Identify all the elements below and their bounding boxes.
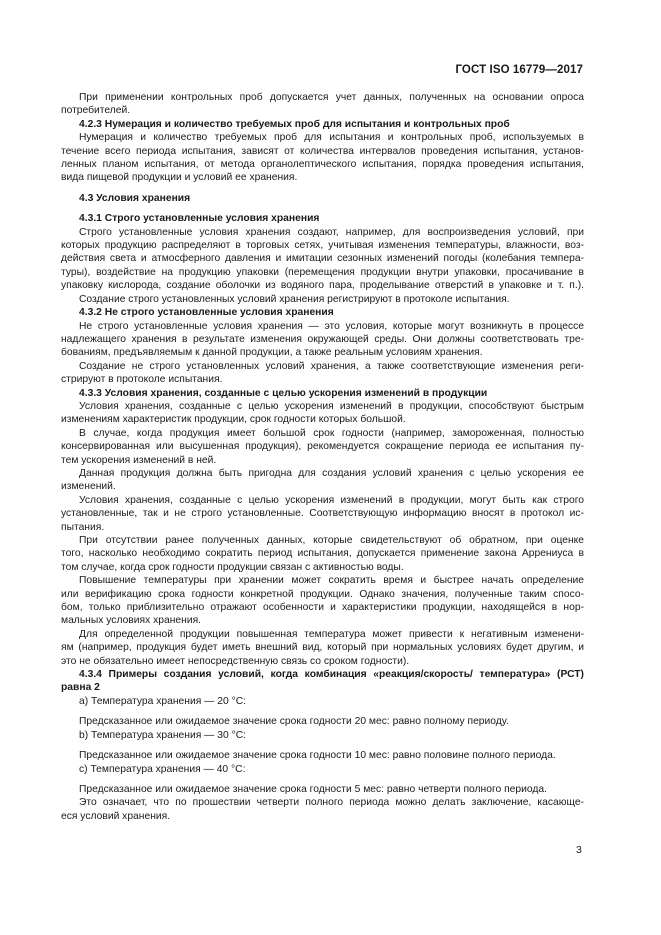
- document-body: [61, 91, 584, 823]
- text-line: мальных условиях хранения.: [61, 615, 202, 627]
- text-line: консервированная или высушенная продукция), рекомендуется сокращение периода ее испытания пу-: [61, 441, 584, 453]
- text-line: бом, только приблизительно отражают особенности и характеристики продукции, находящейся в нор-: [61, 602, 584, 614]
- text-line: надлежащего хранения в результате изменения окружающей среды. Они должны соответствовать тре-: [61, 333, 584, 345]
- text-line: которых продукцию распределяют в торговых сетях, учитывая изменения температуры, влажности, воз-: [61, 240, 584, 252]
- text-line: При применении контрольных проб допускается учет данных, полученных на основании опроса: [79, 92, 584, 103]
- text-line: Данная продукция должна быть пригодна для создания условий хранения с целью ускорения ее: [79, 467, 584, 479]
- section-heading: 4.3.4 Примеры создания условий, когда комбинация «реакция/скорость/ температура» (РСТ): [79, 669, 584, 681]
- text-line: Условия хранения, созданные с целью ускорения изменений в продукции, могут быть как строго: [79, 494, 584, 506]
- text-line: туры), воздействие на продукцию упаковки (перемещения продукции внутри упаковки, просачивание в: [61, 266, 584, 278]
- text-line: Создание не строго установленных условий хранения, а также соответствующие изменения реги-: [79, 360, 584, 372]
- text-line: вида пищевой продукции и условий ее хранения.: [61, 172, 298, 184]
- text-line: Предсказанное или ожидаемое значение срока годности 5 мес: равно четверти полного периода.: [79, 783, 547, 795]
- text-line: еся условий хранения.: [61, 810, 171, 822]
- text-line: В случае, когда продукция имеет большой срок годности (например, замороженная, полностью: [79, 427, 584, 439]
- text-line: Не строго установленные условия хранения — это условия, которые могут возникнуть в процессе: [79, 320, 584, 332]
- text-line: Предсказанное или ожидаемое значение срока годности 10 мес: равно половине полного периода.: [79, 750, 556, 762]
- text-line: Нумерация и количество требуемых проб для испытания и контрольных проб, используемых в: [79, 132, 584, 144]
- text-line: Предсказанное или ожидаемое значение срока годности 20 мес: равно полному периоду.: [79, 716, 509, 728]
- text-line: том случае, когда срок годности продукции связан с активностью воды.: [61, 561, 404, 573]
- section-heading: 4.2.3 Нумерация и количество требуемых проб для испытания и контрольных проб: [79, 118, 510, 130]
- text-line: изменений.: [61, 481, 116, 493]
- text-line: ям (например, продукция будет иметь внешний вид, который при нормальных условиях будет другим, и: [61, 642, 584, 654]
- text-line: Условия хранения, созданные с целью ускорения изменений в продукции, способствуют быстрым: [79, 400, 584, 412]
- text-line: Повышение температуры при хранении может сократить время и быстрее начать определение: [79, 575, 584, 587]
- text-line: Это означает, что по прошествии четверти полного периода можно делать заключение, касающе-: [79, 797, 584, 809]
- section-heading: 4.3.1 Строго установленные условия хранения: [79, 213, 320, 225]
- text-line: это не обязательно имеет непосредственную связь со сроком годности).: [61, 655, 410, 667]
- document-header-id: ГОСТ ISO 16779—2017: [455, 64, 583, 76]
- page-number: 3: [576, 844, 582, 856]
- text-line: бованиям, предъявляемым к данной продукции, а также реальным условиям хранения.: [61, 347, 483, 359]
- text-line: Создание строго установленных условий хранения регистрируют в протоколе испытания.: [79, 293, 510, 305]
- text-line: установленные, так и не строго установленные. Соответствующую информацию вносят в протокол ис-: [61, 508, 584, 520]
- text-line: течение всего периода испытания, зависят от количества интервалов проведения испытания, установ-: [61, 145, 584, 157]
- section-heading: 4.3.3 Условия хранения, созданные с целью ускорения изменений в продукции: [79, 387, 488, 399]
- text-line: Для определенной продукции повышенная температура может привести к негативным изменени-: [79, 628, 584, 640]
- text-line: или верификацию срока годности конкретной продукции. Однако значения, полученные таким спосо-: [61, 588, 584, 600]
- text-line: действия света и атмосферного давления и имитации сезонных изменений погоды (колебания темпера-: [61, 253, 584, 265]
- text-line: ленных планом испытания, от метода органолептического испытания, порядка проведения испытания,: [61, 159, 584, 171]
- text-line: При отсутствии ранее полученных данных, которые свидетельствуют об обратном, при оценке: [79, 535, 584, 546]
- text-line: Строго установленные условия хранения создают, например, для воспроизведения условий, при: [79, 226, 584, 238]
- section-heading: 4.3.2 Не строго установленные условия хранения: [79, 307, 334, 319]
- text-line: стрируют в протоколе испытания.: [61, 374, 223, 386]
- text-line: тем ускорения изменений в ней.: [61, 454, 217, 466]
- text-line: упаковку кислорода, создание оболочки из водяного пара, проделывание отверстий в упаковке и т. п.).: [61, 280, 584, 292]
- text-line: изменениям характеристик продукции, срок годности которых большой.: [61, 414, 406, 426]
- list-item: c) Температура хранения — 40 °С:: [79, 763, 246, 775]
- list-item: a) Температура хранения — 20 °С:: [79, 695, 247, 707]
- section-heading: 4.3 Условия хранения: [79, 192, 191, 204]
- list-item: b) Температура хранения — 30 °С:: [79, 729, 247, 741]
- section-heading: равна 2: [61, 682, 100, 694]
- text-line: потребителей.: [61, 105, 131, 117]
- text-line: пытания.: [61, 521, 105, 533]
- text-line: того, насколько необходимо сократить период испытания, допускается применение закона Аррениуса в: [61, 548, 584, 560]
